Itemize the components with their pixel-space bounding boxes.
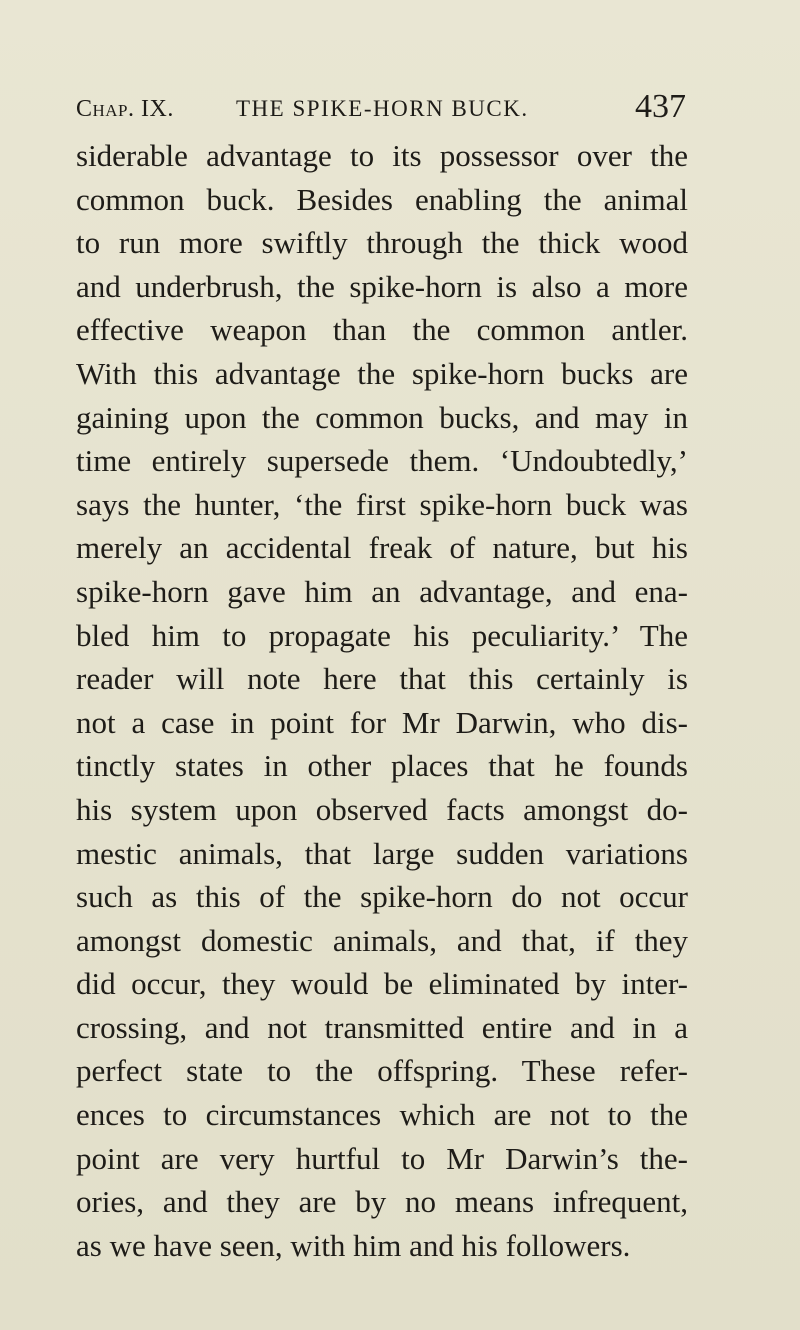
text-line: merely an accidental freak of nature, but his [76, 530, 688, 566]
text-line: common buck. Besides enabling the animal [76, 181, 688, 217]
body-text [76, 134, 688, 1267]
text-line: such as this of the spike-horn do not occur [76, 879, 688, 915]
text-line: bled him to propagate his peculiarity.’ The [76, 617, 688, 653]
text-line: tinctly states in other places that he founds [76, 748, 688, 784]
text-line: spike-horn gave him an advantage, and ena- [76, 573, 688, 609]
text-line: ences to circumstances which are not to the [76, 1097, 688, 1133]
text-line: to run more swiftly through the thick wood [76, 225, 688, 261]
text-line: mestic animals, that large sudden variations [76, 835, 688, 871]
page-number: 437 [635, 88, 686, 125]
text-line: amongst domestic animals, and that, if they [76, 922, 688, 958]
text-line: siderable advantage to its possessor over the [76, 138, 688, 173]
text-line: not a case in point for Mr Darwin, who dis- [76, 704, 688, 740]
text-line: crossing, and not transmitted entire and in a [76, 1009, 688, 1045]
chapter-label: Chap. IX. [76, 96, 174, 122]
text-line: gaining upon the common bucks, and may in [76, 399, 688, 435]
text-line: effective weapon than the common antler. [76, 312, 688, 348]
text-line: point are very hurtful to Mr Darwin’s the- [76, 1140, 688, 1176]
text-line: With this advantage the spike-horn bucks are [76, 355, 688, 391]
text-line: as we have seen, with him and his followers. [76, 1227, 631, 1263]
chapter-title: THE SPIKE-HORN BUCK. [236, 96, 529, 121]
running-head [76, 88, 686, 128]
text-line: says the hunter, ‘the first spike-horn buck was [76, 486, 688, 522]
text-line: reader will note here that this certainly is [76, 661, 688, 697]
text-line: and underbrush, the spike-horn is also a more [76, 268, 688, 304]
text-line: ories, and they are by no means infrequent, [76, 1184, 688, 1220]
text-line: time entirely supersede them. ‘Undoubtedly,’ [76, 443, 688, 479]
text-line: perfect state to the offspring. These refer- [76, 1053, 688, 1089]
text-line: his system upon observed facts amongst do- [76, 791, 688, 827]
text-line: did occur, they would be eliminated by inter- [76, 966, 688, 1002]
